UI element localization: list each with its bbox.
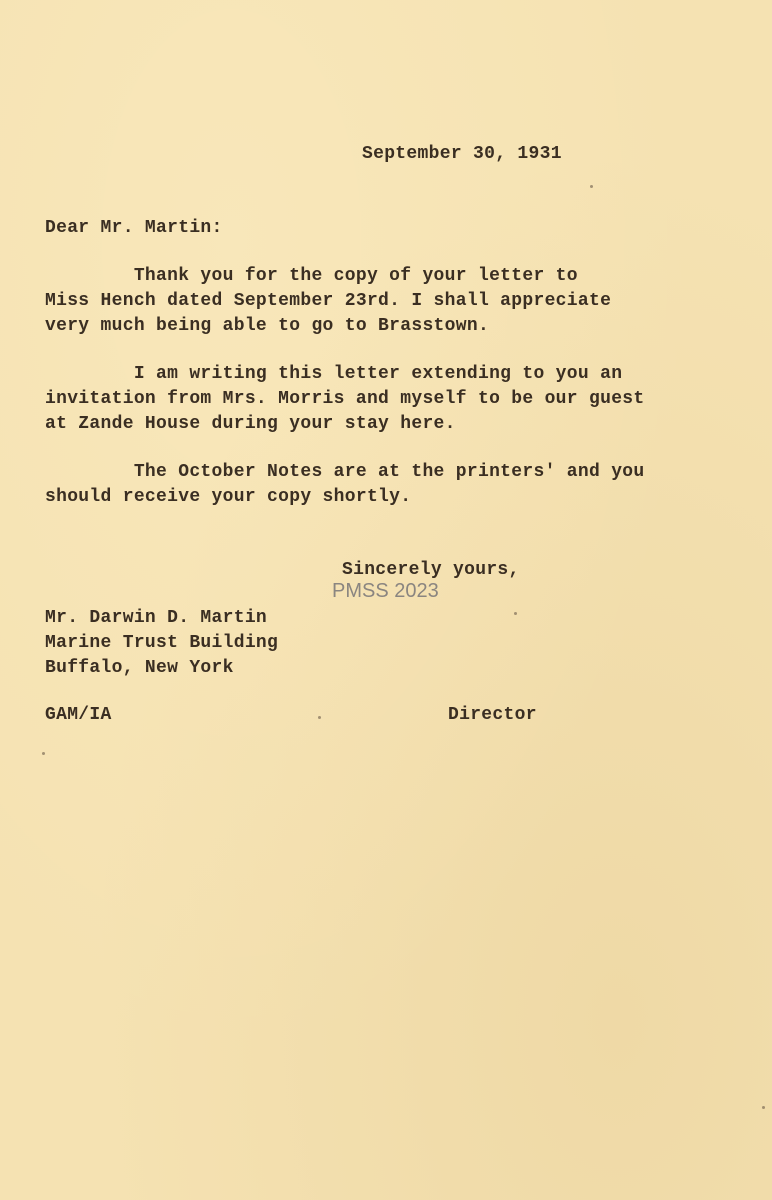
paper-speck xyxy=(514,612,517,615)
paragraph-line: at Zande House during your stay here. xyxy=(45,414,456,434)
paragraph-line: I am writing this letter extending to you an xyxy=(45,364,623,384)
paragraph-line: Thank you for the copy of your letter to xyxy=(45,266,578,286)
closing: Sincerely yours, xyxy=(342,560,520,580)
reference-initials: GAM/IA xyxy=(45,705,112,725)
paragraph-line: invitation from Mrs. Morris and myself to be our guest xyxy=(45,389,645,409)
paper-speck xyxy=(318,716,321,719)
recipient-line: Marine Trust Building xyxy=(45,633,279,653)
recipient-line: Buffalo, New York xyxy=(45,658,234,678)
paper-speck xyxy=(42,752,45,755)
archive-watermark: PMSS 2023 xyxy=(332,580,439,602)
paragraph-line: very much being able to go to Brasstown. xyxy=(45,316,490,336)
paragraph-line: should receive your copy shortly. xyxy=(45,487,412,507)
paper-speck xyxy=(762,1106,765,1109)
recipient-line: Mr. Darwin D. Martin xyxy=(45,608,268,628)
signature-title: Director xyxy=(448,705,537,725)
paragraph-line: Miss Hench dated September 23rd. I shall appreciate xyxy=(45,291,612,311)
letter-date: September 30, 1931 xyxy=(362,144,562,164)
paragraph-line: The October Notes are at the printers' and you xyxy=(45,462,645,482)
salutation: Dear Mr. Martin: xyxy=(45,218,223,238)
paper-speck xyxy=(590,185,593,188)
